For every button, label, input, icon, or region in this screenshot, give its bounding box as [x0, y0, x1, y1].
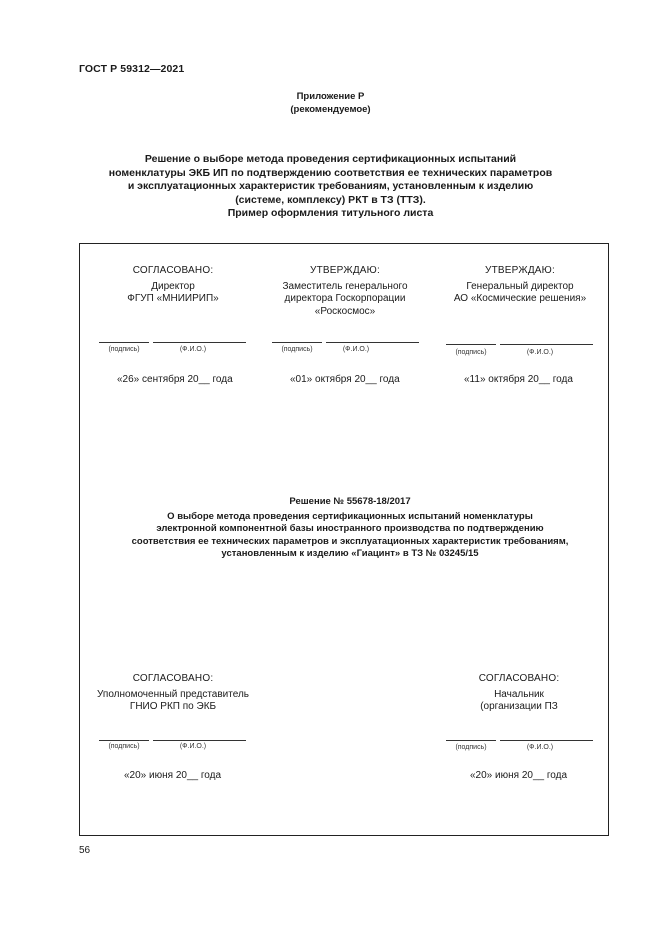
- signature-line: [446, 344, 496, 345]
- name-line: [153, 342, 246, 343]
- heading-line: номенклатуры ЭКБ ИП по подтверждению соответствия ее технических параметров: [108, 166, 553, 179]
- approval-label: СОГЛАСОВАНО:: [132, 265, 214, 276]
- name-caption: (Ф.И.О.): [526, 349, 554, 356]
- signature-block-approved-deputy: [265, 265, 425, 318]
- appendix-header: [0, 91, 661, 116]
- position-title: ГНИО РКП по ЭКБ: [129, 701, 217, 712]
- position-title: Генеральный директор: [466, 280, 574, 292]
- signature-block-agreed-representative: [88, 673, 258, 714]
- position-title: Уполномоченный представитель: [97, 688, 249, 700]
- decision-subject-line: электронной компонентной базы иностранного производства по подтверждению: [156, 523, 544, 534]
- position-title: «Роскосмос»: [314, 305, 376, 317]
- signature-caption: (подпись): [281, 346, 313, 353]
- name-caption: (Ф.И.О.): [342, 346, 370, 353]
- signature-line: [99, 740, 149, 741]
- approval-label: УТВЕРЖДАЮ:: [485, 265, 555, 276]
- signature-date: «20» июня 20__ года: [124, 770, 222, 781]
- document-heading: [60, 153, 601, 221]
- signature-line: [99, 342, 149, 343]
- decision-title: [90, 496, 610, 561]
- name-caption: (Ф.И.О.): [526, 744, 554, 751]
- signature-block-agreed-director: [94, 265, 252, 306]
- signature-block-agreed-head: [455, 673, 583, 714]
- position-title: Заместитель генерального: [282, 280, 408, 292]
- position-title: АО «Космические решения»: [453, 293, 587, 304]
- signature-date: «11» октября 20__ года: [464, 374, 573, 385]
- heading-line: (системе, комплексу) РКТ в ТЗ (ТТЗ).: [235, 193, 426, 206]
- name-caption: (Ф.И.О.): [179, 743, 207, 750]
- position-title: (организации ПЗ: [480, 701, 558, 712]
- signature-block-approved-general-director: [440, 265, 600, 306]
- signature-caption: (подпись): [455, 744, 487, 751]
- name-caption: (Ф.И.О.): [179, 346, 207, 353]
- document-standard-id: ГОСТ Р 59312—2021: [79, 63, 185, 75]
- position-title: Начальник: [494, 688, 544, 700]
- approval-label: СОГЛАСОВАНО:: [132, 673, 214, 684]
- signature-line: [272, 342, 322, 343]
- signature-caption: (подпись): [108, 346, 140, 353]
- signature-caption: (подпись): [455, 349, 487, 356]
- heading-line: Пример оформления титульного листа: [227, 207, 434, 219]
- signature-date: «26» сентября 20__ года: [117, 374, 233, 385]
- signature-date: «20» июня 20__ года: [470, 770, 568, 781]
- position-title: ФГУП «МНИИРИП»: [127, 293, 219, 304]
- name-line: [500, 344, 593, 345]
- page-number: 56: [79, 845, 91, 856]
- appendix-title: Приложение Р: [296, 91, 365, 102]
- name-line: [326, 342, 419, 343]
- name-line: [153, 740, 246, 741]
- signature-caption: (подпись): [108, 743, 140, 750]
- decision-subject-line: О выборе метода проведения сертификационных испытаний номенклатуры: [167, 510, 533, 522]
- decision-number: Решение № 55678-18/2017: [289, 496, 411, 507]
- heading-line: Решение о выборе метода проведения сертификационных испытаний: [144, 153, 517, 165]
- approval-label: СОГЛАСОВАНО:: [478, 673, 560, 684]
- position-title: Директор: [151, 280, 195, 292]
- name-line: [500, 740, 593, 741]
- heading-line: и эксплуатационных характеристик требованиям, установленным к изделию: [127, 180, 534, 192]
- approval-label: УТВЕРЖДАЮ:: [310, 265, 380, 276]
- decision-subject-line: установленным к изделию «Гиацинт» в ТЗ № 03245/15: [221, 548, 479, 559]
- signature-date: «01» октября 20__ года: [290, 374, 400, 385]
- position-title: директора Госкорпорации: [284, 293, 406, 304]
- signature-line: [446, 740, 496, 741]
- decision-subject-line: соответствия ее технических параметров и эксплуатационных характеристик требованиям,: [131, 535, 569, 547]
- appendix-status: (рекомендуемое): [290, 103, 371, 115]
